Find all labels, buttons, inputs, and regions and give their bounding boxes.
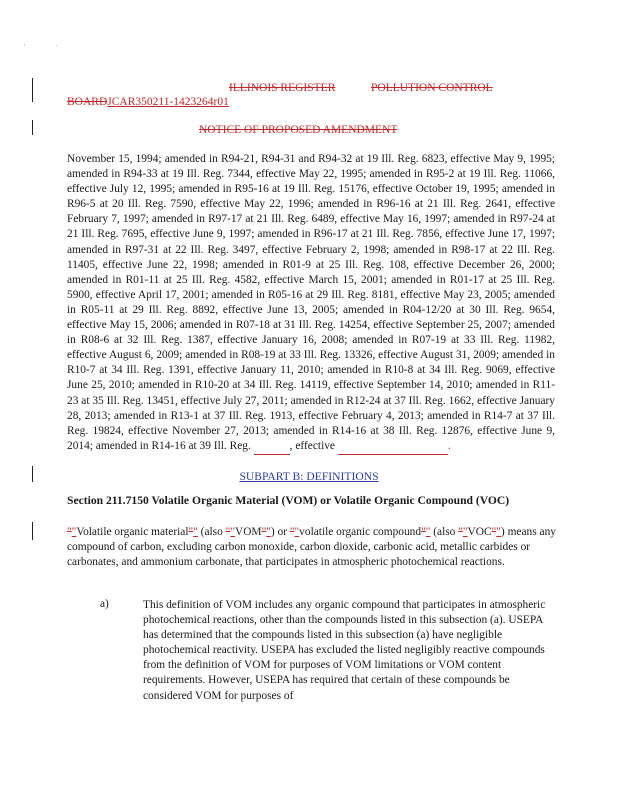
abbr-vom: VOM [234, 526, 262, 538]
scan-speck: . [56, 42, 58, 48]
subpart-heading: SUBPART B: DEFINITIONS [239, 470, 379, 483]
history-text: November 15, 1994; amended in R94-21, R94-31 and R94-32 at 19 Ill. Reg. 6823, effective May 9, 1995; amended in R94-33 at 19 Ill. Reg. 7344, effective May 22, 1995; amended in R95-2 at 19 Ill. Reg. 11066, effective July 12, 1995; amended in R95-16 at 19 Ill. Reg. 15176, effective October 19, 1995; amended in R96-5 at 20 Ill. Reg. 7590, effective May 22, 1996; amended in R96-16 at 21 Ill. Reg. 2641, effective February 7, 1997; amended in R97-17 at 21 Ill. Reg. 6489, effective May 16, 1997; amended in R97-24 at 21 Ill. Reg. 7695, effective June 9, 1997; amended in R96-17 at 21 Ill. Reg. 7856, effective June 17, 1997; amended in R97-31 at 22 Ill. Reg. 3497, effective February 2, 1998; amended in R98-17 at 22 Ill. Reg. 11405, effective June 22, 1998; amended in R01-9 at 25 Ill. Reg. 108, effective December 26, 2000; amended in R01-11 at 25 Ill. Reg. 4582, effective March 15, 2001; amended in R01-17 at 25 Ill. Reg. 5900, effective April 17, 2001; amended in R05-16 at 29 Ill. Reg. 8181, effective May 23, 2005; amended in R05-11 at 29 Ill. Reg. 8892, effective June 13, 2005; amended in R04-12/20 at 30 Ill. Reg. 9654, effective May 15, 2006; amended in R07-18 at 31 Ill. Reg. 14254, effective September 25, 2007; amended in R08-6 at 32 Ill. Reg. 1387, effective January 16, 2008; amended in R07-19 at 33 Ill. Reg. 11982, effective August 6, 2009; amended in R08-19 at 33 Ill. Reg. 13326, effective August 31, 2009; amended in R10-7 at 34 Ill. Reg. 1391, effective January 11, 2010; amended in R10-8 at 34 Ill. Reg. 9069, effective June 25, 2010; amended in R10-20 at 34 Ill. Reg. 14119, effective September 14, 2010; amended in R11-23 at 35 Ill. Reg. 13451, effective July 27, 2011; amended in R12-24 at 37 Ill. Reg. 1662, effective January 28, 2013; amended in R13-1 at 37 Ill. Reg. 1913, effective February 4, 2013; amended in R14-7 at 37 Ill. Reg. 19824, effective November 27, 2013; amended in R14-16 at 38 Ill. Reg. 12876, effective June 9, 2014; amended in R14-16 at 39 Ill. Reg. [67, 153, 555, 452]
change-bar [32, 78, 33, 102]
new-quote: " [425, 526, 431, 538]
new-quote: " [193, 526, 198, 538]
new-quote: " [71, 526, 77, 538]
term-vom: Volatile organic material [76, 526, 189, 538]
history-effective: , effective [289, 439, 335, 452]
old-quote: " [67, 526, 72, 538]
definition-paragraph [67, 525, 557, 570]
old-quote: " [225, 526, 231, 538]
register-header: ILLINOIS REGISTER [229, 82, 336, 94]
effective-date-blank [338, 439, 448, 455]
new-quote: " [294, 526, 300, 538]
new-quote: " [266, 526, 271, 538]
old-quote: " [491, 526, 497, 538]
board-header: POLLUTION CONTROL [371, 82, 493, 94]
old-quote: " [421, 526, 426, 538]
new-quote: " [462, 526, 468, 538]
scan-speck: ' [24, 44, 26, 50]
section-title: Section 211.7150 Volatile Organic Material (VOM) or Volatile Organic Compound (VOC) [67, 494, 510, 507]
old-quote: " [261, 526, 267, 538]
change-bar [32, 522, 33, 540]
register-page-blank [254, 439, 290, 455]
new-quote: " [230, 526, 235, 538]
old-quote: " [458, 526, 463, 538]
subsection-a-text: This definition of VOM includes any organic compound that participates in atmospheric photochemical reactions, other than the compounds listed in this subsection (a). USEPA has determined that the compounds listed in this subsection (a) have negligible photochemical reactivity. USEPA has excluded the listed negligibly reactive compounds from the definition of VOM for purposes of VOM limitations or VOM content requirements. However, USEPA has required that certain of these compounds be considered VOM for purposes of [143, 599, 546, 702]
new-quote: " [496, 526, 501, 538]
board-continued: BOARD [67, 96, 108, 108]
jcar-id: JCAR350211-1423264r01 [107, 96, 229, 108]
change-bar [32, 120, 33, 135]
or-connector: ) or [270, 526, 290, 538]
old-quote: " [188, 526, 194, 538]
amendment-history [67, 152, 555, 455]
notice-title: NOTICE OF PROPOSED AMENDMENT [199, 124, 398, 136]
old-quote: " [289, 526, 295, 538]
term-voc: volatile organic compound [299, 526, 422, 538]
blank-end-period: . [447, 439, 451, 452]
abbr-voc: VOC [467, 526, 492, 538]
paren-open: (also [430, 526, 459, 538]
definition-rest: ) means any compound of carbon, excluding carbon monoxide, carbon dioxide, carbonic acid, metallic carbides or carbonates, and ammonium carbonate, that participates in atmospheric photochemical reactions. [67, 526, 556, 568]
board-jcar-line [67, 96, 229, 108]
subsection-a-label: a) [100, 598, 109, 610]
paren-open: (also [197, 526, 226, 538]
